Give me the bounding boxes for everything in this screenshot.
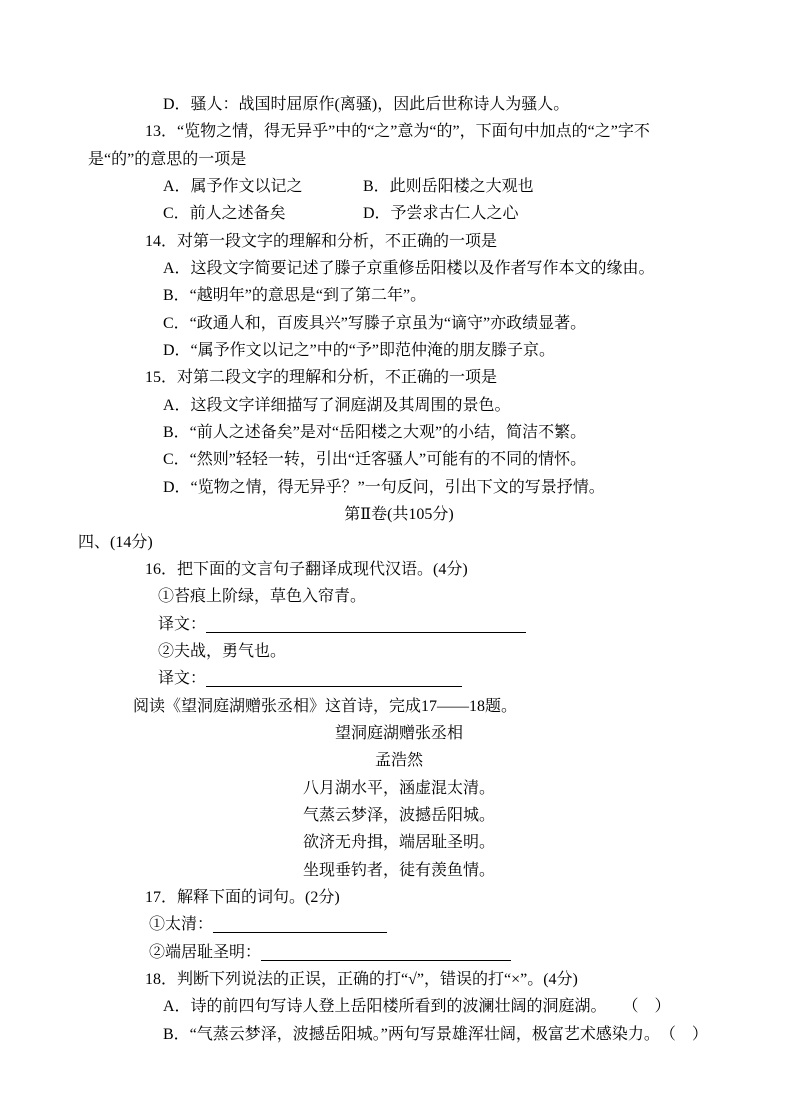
option-line: B．“越明年”的意思是“到了第二年”。 [163, 287, 427, 305]
option-line: B．“前人之述备矣”是对“岳阳楼之大观”的小结，简洁不繁。 [163, 424, 587, 442]
answer-blank[interactable] [206, 670, 462, 687]
option-line: A．这段文字详细描写了洞庭湖及其周围的景色。 [163, 396, 511, 414]
option-right: B．此则岳阳楼之大观也 [363, 178, 534, 196]
question-line: 17．解释下面的词句。(2分) [145, 888, 340, 906]
option-line: D．“属予作文以记之”中的“予”即范仲淹的朋友滕子京。 [163, 342, 555, 360]
answer-item-line [78, 665, 720, 692]
exam-body [78, 91, 720, 1048]
option-line: B．“气蒸云梦泽，波撼岳阳城。”两句写景雄浑壮阔，极富艺术感染力。 （ ） [163, 1025, 708, 1043]
option-line: C．“政通人和，百废具兴”写滕子京虽为“谪守”亦政绩显著。 [163, 314, 587, 332]
option-left: A．属予作文以记之 [163, 178, 303, 196]
answer-blank[interactable] [261, 944, 511, 961]
answer-blank[interactable] [213, 916, 387, 933]
answer-label: 译文： [158, 615, 207, 633]
answer-label: ①太清： [149, 916, 214, 934]
option-line: D．骚人：战国时屈原作(离骚)，因此后世称诗人为骚人。 [163, 96, 570, 113]
section-heading: 四、(14分) [78, 533, 153, 551]
centered-line: 欲济无舟揖，端居耻圣明。 [302, 834, 495, 852]
answer-item-line: ②夫战，勇气也。 [158, 642, 287, 660]
option-right: D．予尝求古仁人之心 [363, 205, 519, 223]
answer-item-line [78, 611, 720, 638]
centered-line: 八月湖水平，涵虚混太清。 [302, 779, 495, 797]
centered-line: 坐现垂钓者，徒有羡鱼情。 [302, 861, 495, 879]
answer-label: 译文： [158, 670, 207, 688]
question-line: 14．对第一段文字的理解和分析，不正确的一项是 [145, 232, 498, 250]
option-line: A．诗的前四句写诗人登上岳阳楼所看到的波澜壮阔的洞庭湖。 （ ） [163, 998, 671, 1016]
centered-line: 孟浩然 [374, 752, 423, 770]
question-continuation-line: 是“的”的意思的一项是 [88, 150, 247, 168]
answer-item-line [78, 911, 720, 938]
centered-line: 望洞庭湖赠张丞相 [334, 724, 463, 742]
question-line: 15．对第二段文字的理解和分析，不正确的一项是 [145, 369, 498, 387]
question-line: 13．“览物之情，得无异乎”中的“之”意为“的”，下面句中加点的“之”字不 [145, 123, 650, 141]
centered-line: 气蒸云梦泽，波撼岳阳城。 [302, 806, 495, 824]
option-row [78, 173, 720, 200]
question-line: 18．判断下列说法的正误，正确的打“√”，错误的打“×”。(4分) [145, 971, 578, 988]
option-row [78, 200, 720, 227]
option-line: A．这段文字简要记述了滕子京重修岳阳楼以及作者写作本文的缘由。 [163, 260, 655, 278]
answer-blank[interactable] [206, 616, 526, 633]
instruction-line: 阅读《望洞庭湖赠张丞相》这首诗，完成17——18题。 [133, 697, 518, 715]
answer-item-line [78, 939, 720, 966]
option-line: C．“然则”轻轻一转，引出“迁客骚人”可能有的不同的情怀。 [163, 451, 587, 469]
option-left: C．前人之述备矣 [163, 205, 286, 223]
answer-item-line: ①苔痕上阶绿，草色入帘青。 [158, 588, 367, 606]
centered-line: 第Ⅱ卷(共105分) [344, 506, 454, 524]
option-line: D．“览物之情，得无异乎？”一句反问，引出下文的写景抒情。 [163, 478, 605, 496]
question-line: 16．把下面的文言句子翻译成现代汉语。(4分) [145, 560, 468, 578]
answer-label: ②端居耻圣明： [149, 943, 262, 961]
